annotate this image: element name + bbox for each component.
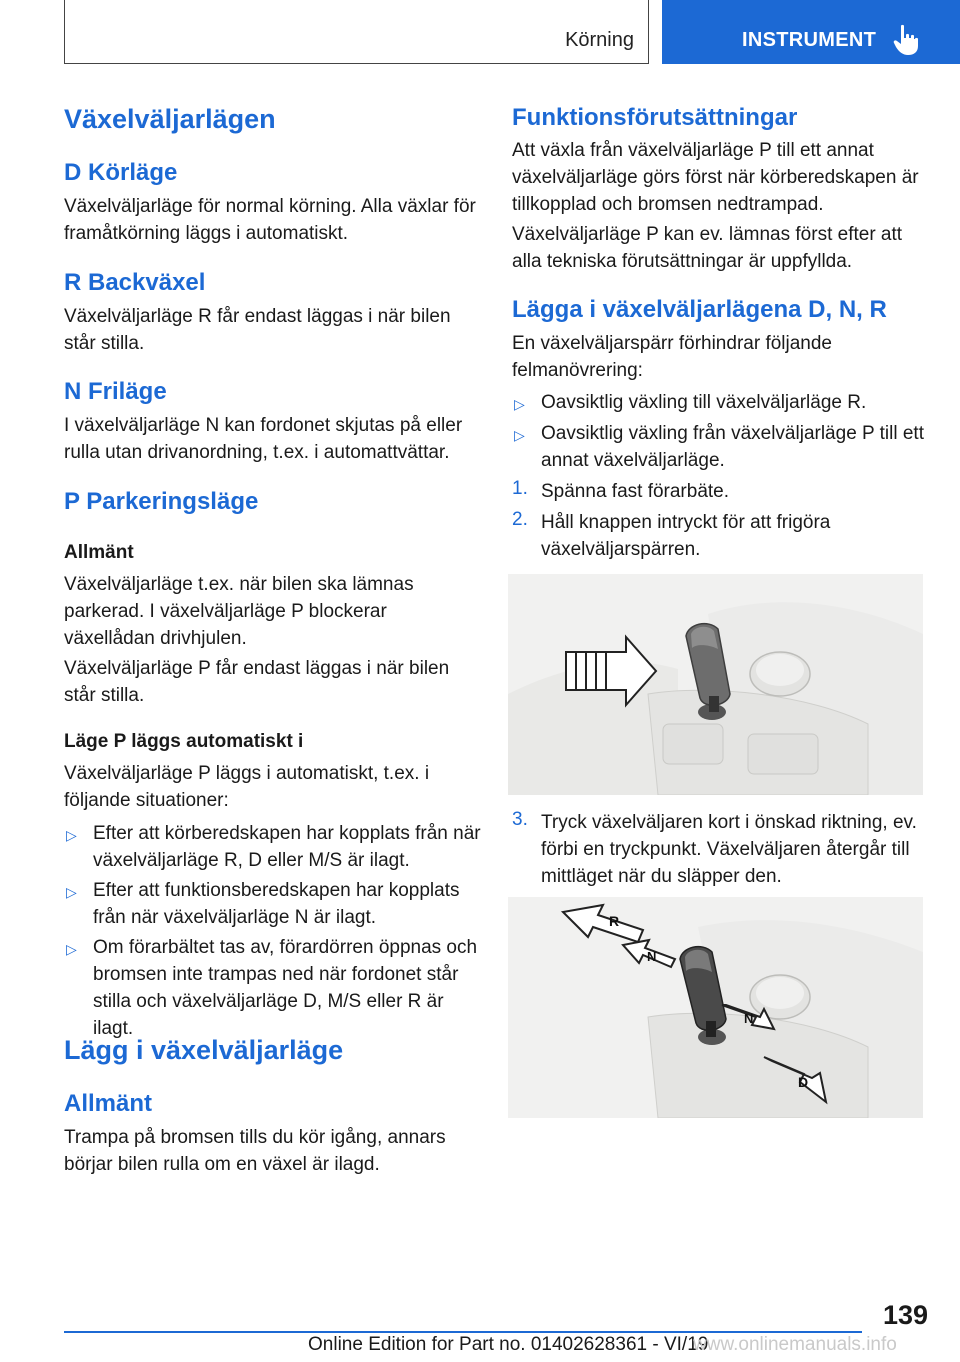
- footer-watermark: www.onlinemanuals.info: [693, 1334, 897, 1355]
- engage-dnr-text: En växelväljarspärr förhindrar följande felmanövrering:: [512, 333, 832, 381]
- p-general-text: Växelväljarläge t.ex. när bilen ska lämnas parkerad. I växelväljarläge P blockerar växellådan drivhjulen.: [64, 574, 414, 649]
- p-general-subheading: Allmänt: [64, 542, 134, 563]
- header-section-tab: [64, 0, 649, 64]
- p-auto-subheading: Läge P läggs automatiskt i: [64, 731, 304, 752]
- p-standstill-text: Växelväljarläge P får endast läggas i när bilen står stilla.: [64, 658, 450, 706]
- r-mode-heading: R Backväxel: [64, 269, 206, 296]
- direction-label-n-up: N: [647, 949, 657, 964]
- engage-general-heading: Allmänt: [64, 1090, 153, 1117]
- hand-pointer-icon: [893, 24, 921, 56]
- gear-selector-directions-image: [508, 897, 923, 1118]
- header-section-label: Körning: [565, 29, 634, 51]
- p-auto-text: Växelväljarläge P läggs i automatiskt, t.ex. i följande situationer:: [64, 763, 430, 811]
- list-item: Efter att funktionsberedskapen har kopplats från när växelväljarläge N är ilagt.: [93, 880, 460, 928]
- step-number: 2.: [512, 509, 528, 530]
- header-chapter-tab: [662, 0, 960, 64]
- direction-label-d: D: [798, 1074, 809, 1090]
- direction-label-r: R: [609, 913, 620, 929]
- prerequisites-text-2: Växelväljarläge P kan ev. lämnas först efter att alla tekniska förutsättningar är uppfyllda.: [512, 224, 903, 272]
- bullet-triangle-icon: ▷: [514, 396, 525, 412]
- section-title: Växelväljarlägen: [64, 104, 276, 134]
- footer-edition: Online Edition for Part no. 01402628361 - VI/19: [308, 1334, 709, 1355]
- prerequisites-heading: Funktionsförutsättningar: [512, 104, 798, 131]
- step-number: 3.: [512, 809, 528, 830]
- header-chapter-label: INSTRUMENT: [742, 29, 877, 51]
- step-text: Tryck växelväljaren kort i önskad riktning, ev. förbi en tryckpunkt. Växelväljaren återgår till mittläget när du släpper den.: [541, 812, 917, 887]
- list-item: Efter att körberedskapen har kopplats från när växelväljarläge R, D eller M/S är ilagt.: [93, 823, 481, 871]
- engage-gear-heading: Lägg i växelväljarläge: [64, 1035, 344, 1065]
- bullet-triangle-icon: ▷: [66, 941, 77, 957]
- gear-selector-unlock-image: [508, 574, 923, 795]
- list-item: Oavsiktlig växling till växelväljarläge R.: [541, 392, 867, 413]
- prerequisites-text-1: Att växla från växelväljarläge P till ett annat växelväljarläge görs först när körberedskapen är tillkopplad och bromsen nedtrampad.: [512, 140, 919, 215]
- direction-label-n-down: N: [744, 1011, 754, 1026]
- list-item: Oavsiktlig växling från växelväljarläge P till ett annat växelväljarläge.: [541, 423, 924, 471]
- step-text: Spänna fast förarbäte.: [541, 481, 730, 502]
- bullet-triangle-icon: ▷: [66, 884, 77, 900]
- step-text: Håll knappen intryckt för att frigöra växelväljarspärren.: [541, 512, 831, 560]
- p-mode-heading: P Parkeringsläge: [64, 488, 259, 515]
- step-number: 1.: [512, 478, 528, 499]
- footer-divider: [64, 1331, 862, 1333]
- page-number: 139: [882, 1300, 928, 1330]
- n-mode-text: I växelväljarläge N kan fordonet skjutas på eller rulla utan drivanordning, t.ex. i automattvättar.: [64, 415, 463, 463]
- r-mode-text: Växelväljarläge R får endast läggas i när bilen står stilla.: [64, 306, 451, 354]
- bullet-triangle-icon: ▷: [514, 427, 525, 443]
- list-item: Om förarbältet tas av, förardörren öppnas och bromsen inte trampas ned när fordonet står stilla och växelväljarläge D, M/S eller R är ilagt.: [93, 937, 478, 1039]
- bullet-triangle-icon: ▷: [66, 827, 77, 843]
- n-mode-heading: N Friläge: [64, 378, 167, 405]
- engage-general-text: Trampa på bromsen tills du kör igång, annars börjar bilen rulla om en växel är ilagd.: [64, 1127, 446, 1175]
- d-mode-text: Växelväljarläge för normal körning. Alla växlar för framåtkörning läggs i automatiskt.: [64, 196, 476, 244]
- engage-dnr-heading: Lägga i växelväljarlägena D, N, R: [512, 296, 887, 323]
- d-mode-heading: D Körläge: [64, 159, 178, 186]
